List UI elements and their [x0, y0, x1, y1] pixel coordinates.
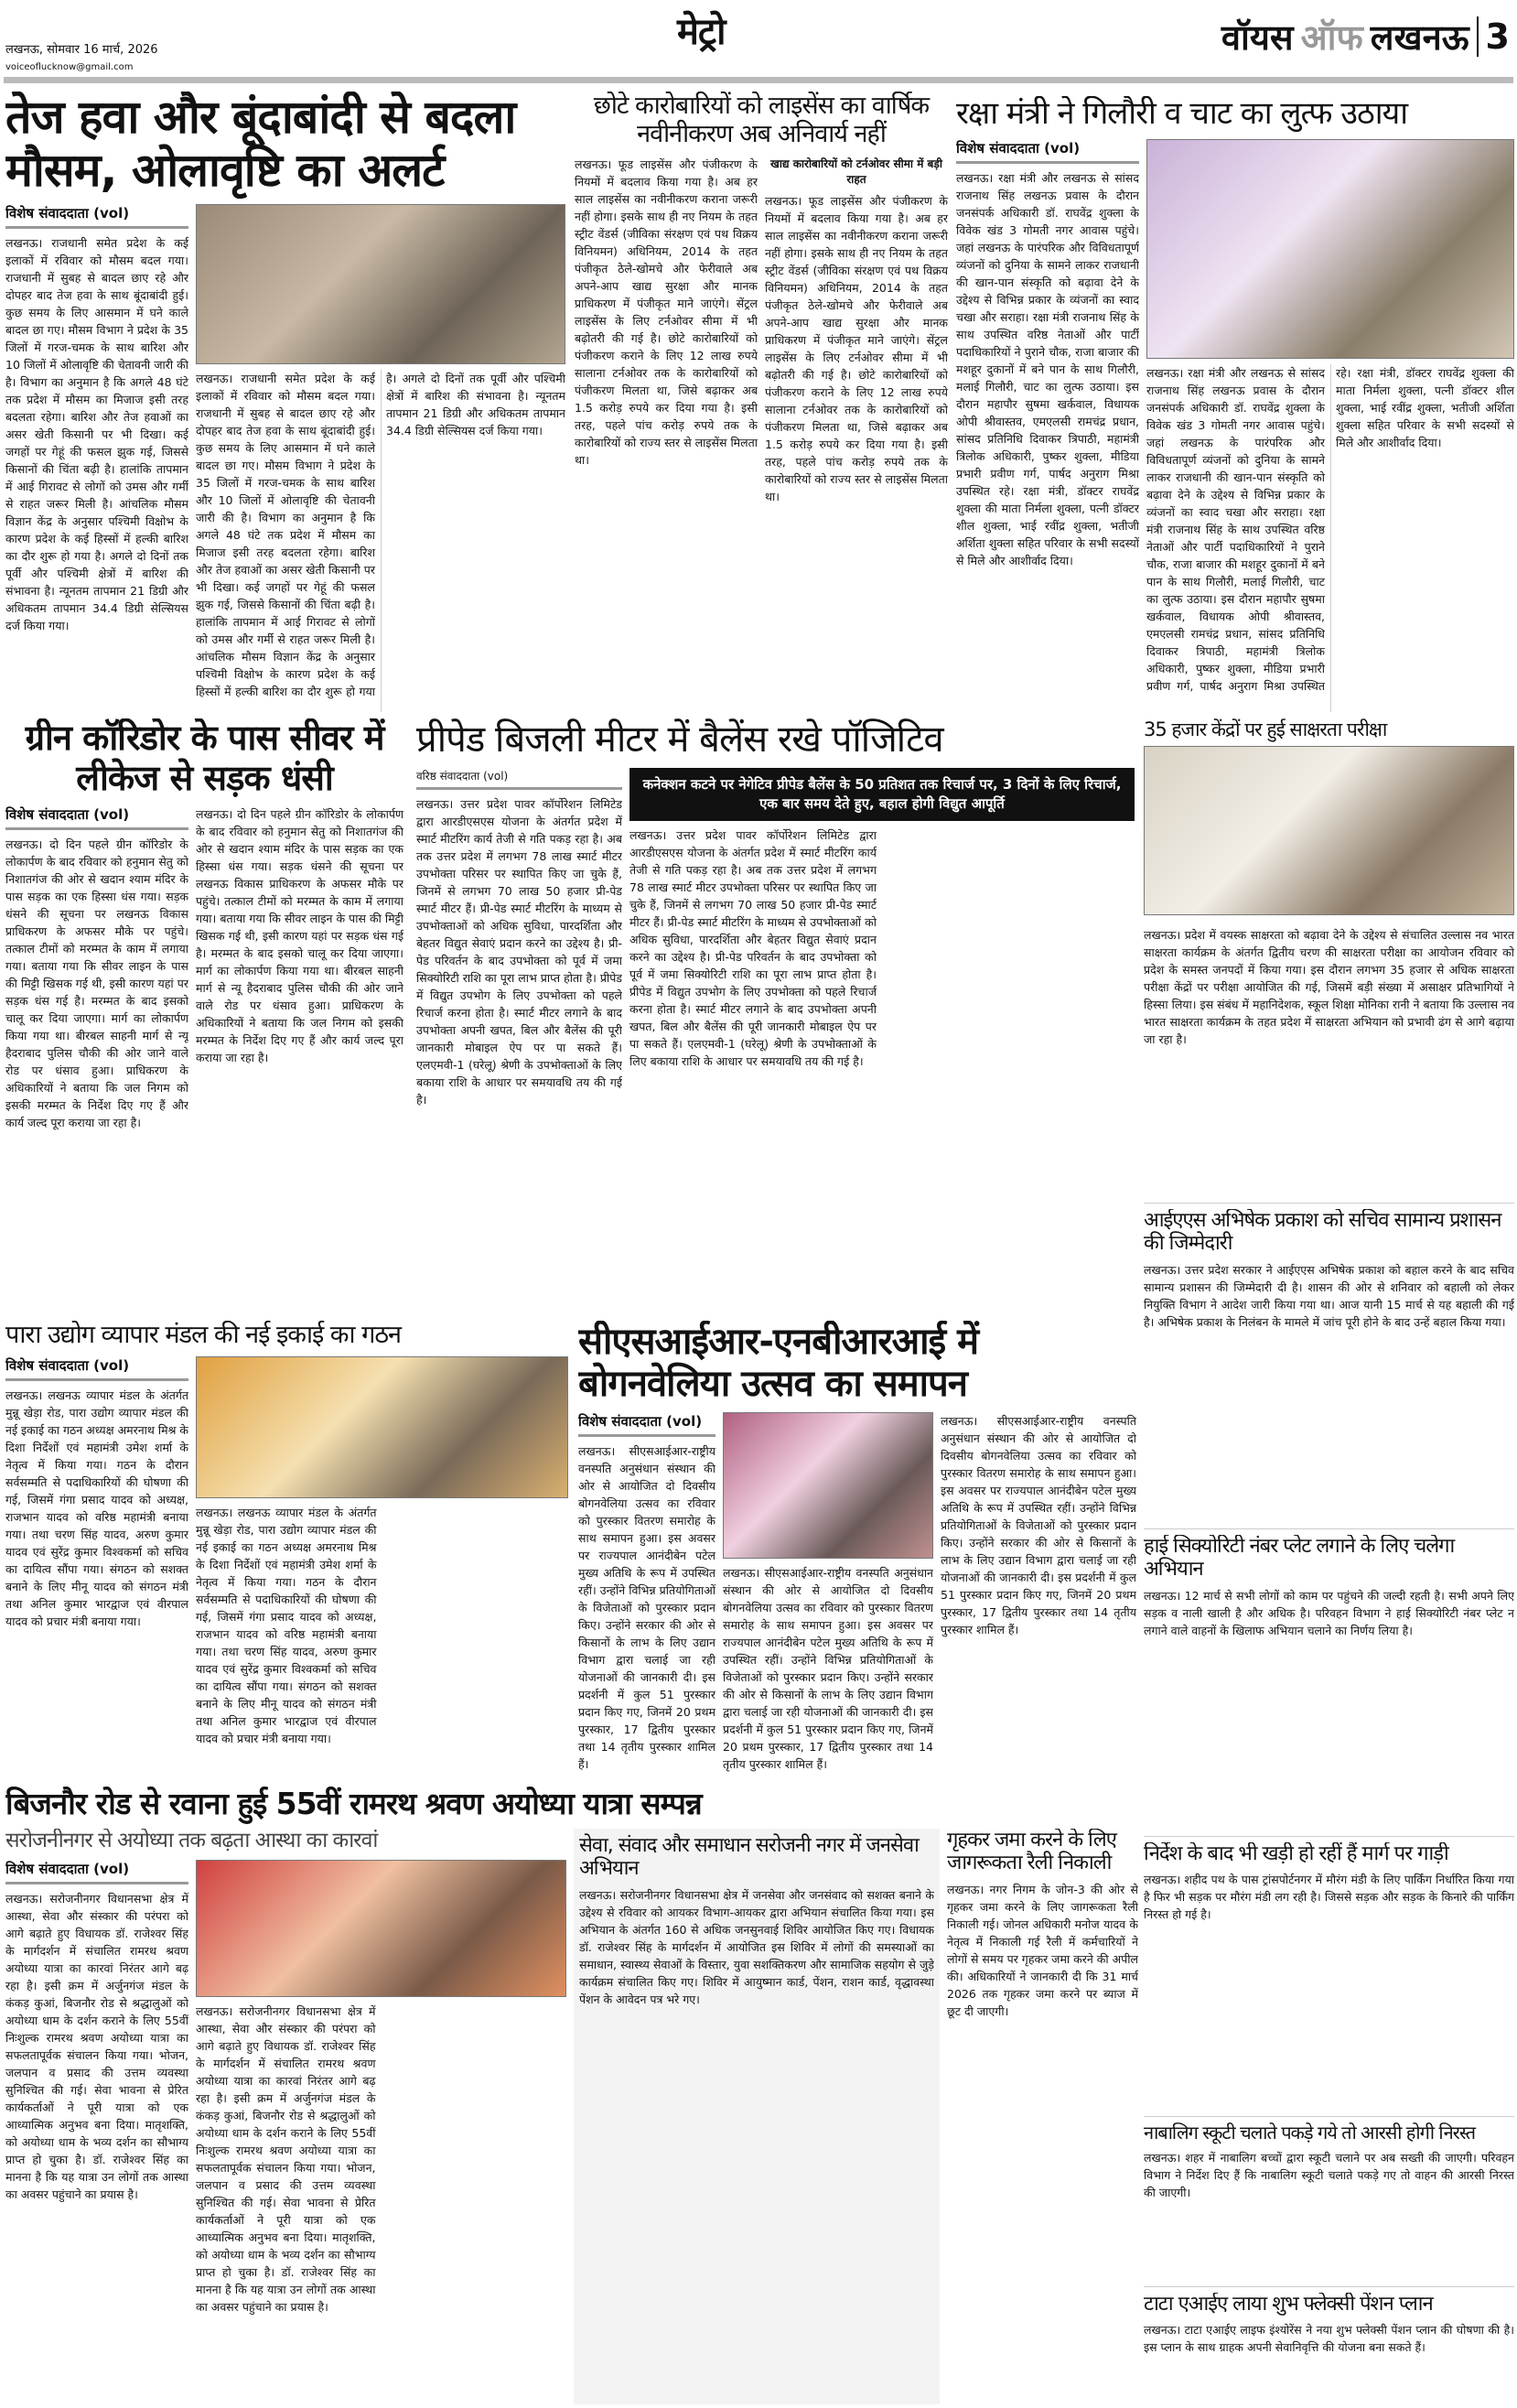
prepaid-headline: प्रीपेड बिजली मीटर में बैलेंस रखे पॉजिटिव	[416, 718, 943, 761]
sir-body: लखनऊ। सीएसआईआर-राष्ट्रीय वनस्पति अनुसंधान संस्थान की ओर से आयोजित दो दिवसीय बोगनवेलिया उत्सव का रविवार को पुरस्कार वितरण समारोह के साथ समापन हुआ। इस अवसर पर राज्यपाल आनंदीबेन पटेल मुख्य अतिथि के रूप में उपस्थित रहीं। उन्होंने विभिन्न प्रतियोगिताओं के विजेताओं को पुरस्कार प्रदान किए। उन्होंने सरकार की ओर से किसानों के लाभ के लिए उद्यान विभाग द्वारा चलाई जा रही योजनाओं की जानकारी दी। इस प्रदर्शनी में कुल 51 पुरस्कार प्रदान किए गए, जिनमें 20 प्रथम पुरस्कार, 17 द्वितीय पुरस्कार तथा 14 तृतीय पुरस्कार शामिल हैं।	[578, 1444, 715, 1771]
weather-body-cont: लखनऊ। राजधानी समेत प्रदेश के कई इलाकों में रविवार को मौसम बदल गया। राजधानी में सुबह से बादल छाए रहे और दोपहर बाद तेज हवा के साथ बूंदाबांदी हुई। कुछ समय के लिए आसमान में घने काले बादल छा गए। मौसम विभाग ने प्रदेश के 35 जिलों में गरज-चमक के साथ बारिश और 10 जिलों में ओलावृष्टि की चेतावनी जारी की है। विभाग का अनुमान है कि अगले 48 घंटे तक प्रदेश में मौसम का मिजाज इसी तरह बदलता रहेगा। बारिश और तेज हवाओं का असर खेती किसानी पर भी दिखा। कई जगहों पर गेहूं की फसल झुक गई, जिससे किसानों की चिंता बढ़ी है। हालांकि तापमान में आई गिरावट से लोगों को उमस और गर्मी से राहत जरूर मिली है। आंचलिक मौसम विज्ञान केंद्र के अनुसार पश्चिमी विक्षोभ के कारण प्रदेश के कई हिस्सों में हल्की बारिश का दौर शुरू हो गया है। अगले दो दिनों तक पूर्वी और पश्चिमी क्षेत्रों में बारिश की संभावना है। न्यूनतम तापमान 21 डिग्री और अधिकतम तापमान 34.4 डिग्री सेल्सियस दर्ज किया गया।	[196, 372, 565, 698]
vyapar-body-cont: लखनऊ। लखनऊ व्यापार मंडल के अंतर्गत मुन्नू खेड़ा रोड, पारा उद्योग व्यापार मंडल की नई इकाई का गठन अध्यक्ष अमरनाथ मिश्र के दिशा निर्देशों एवं महामंत्री उमेश शर्मा के नेतृत्व में किया गया। गठन के दौरान सर्वसम्मति से पदाधिकारियों की घोषणा की गई, जिसमें गंगा प्रसाद यादव को अध्यक्ष, राजभान यादव को वरिष्ठ महामंत्री बनाया गया। तथा चरण सिंह यादव, अरुण कुमार यादव एवं सुरेंद्र कुमार विश्वकर्मा को सचिव का दायित्व सौंपा गया। संगठन को सशक्त बनाने के लिए मीनू यादव को संगठन मंत्री तथा अनिल कुमार भारद्वाज एवं वीरपाल यादव को प्रचार मंत्री बनाया गया।	[196, 1506, 377, 1746]
license-body-cont: लखनऊ। फूड लाइसेंस और पंजीकरण के नियमों में बदलाव किया गया है। अब हर साल लाइसेंस का नवीनीकरण कराना जरूरी नहीं होगा। इसके साथ ही नए नियम के तहत स्ट्रीट वेंडर्स (जीविका संरक्षण एवं पथ विक्रय विनियमन) अधिनियम, 2014 के तहत पंजीकृत ठेले-खोमचे और फेरीवाले अब अपने-आप खाद्य सुरक्षा और मानक प्राधिकरण में पंजीकृत माने जाएंगे। सेंट्रल लाइसेंस के लिए टर्नओवर सीमा में भी बढ़ोतरी की गई है। छोटे कारोबारियों को पंजीकरण कराने के लिए 12 लाख रुपये सालाना टर्नओवर तक के कारोबारियों को पंजीकरण मिलता था, जिसे बढ़ाकर अब 1.5 करोड़ रुपये कर दिया गया है। इसी तरह, पहले पांच करोड़ रुपये तक के कारोबारियों को राज्य स्तर से लाइसेंस मिलता था।	[765, 194, 948, 504]
corridor-byline: विशेष संवाददाता (vol)	[5, 805, 188, 830]
gruhkar-headline: गृहकर जमा करने के लिए जागरूकता रैली निकाली	[947, 1828, 1116, 1875]
bottom-section	[5, 1787, 1138, 2404]
header-rule	[4, 77, 1513, 83]
email-text: voiceoflucknow@gmail.com	[5, 62, 134, 72]
ias-headline: आईएएस अभिषेक प्रकाश को सचिव सामान्य प्रशासन की जिम्मेदारी	[1144, 1209, 1501, 1256]
parking-body: लखनऊ। शहीद पथ के पास ट्रांसपोर्टनगर में मौरंग मंडी के लिए पार्किंग निर्धारित किया गया है फिर भी सड़क पर मौरंग मंडी लग रही है। जिससे सड़क और सड़क के किनारे की पार्किंग निरस्त हो गई है।	[1144, 1873, 1514, 1922]
corridor-story	[5, 718, 403, 1313]
date-text: लखनऊ, सोमवार 16 मार्च, 2026	[5, 43, 158, 57]
vyapar-byline: विशेष संवाददाता (vol)	[5, 1356, 188, 1381]
minor-headline: नाबालिग स्कूटी चलाते पकड़े गये तो आरसी होगी निरस्त	[1144, 2122, 1476, 2143]
defence-body-cont: लखनऊ। रक्षा मंत्री और लखनऊ से सांसद राजनाथ सिंह लखनऊ प्रवास के दौरान जनसंपर्क अधिकारी डॉ. राघवेंद्र शुक्ला के विवेक खंड 3 गोमती नगर आवास पहुंचे। जहां लखनऊ के पारंपरिक और विविधतापूर्ण व्यंजनों को दुनिया के सामने लाकर राजधानी की खान-पान संस्कृति को बढ़ावा देने के उद्देश्य से विभिन्न प्रकार के व्यंजनों का स्वाद चखा और सराहा। रक्षा मंत्री राजनाथ सिंह के साथ उपस्थित वरिष्ठ नेताओं और पार्टी पदाधिकारियों ने पुराने चौक, राजा बाजार की मशहूर दुकानों में बने पान के साथ गिलौरी, मलाई गिलौरी, चाट का लुत्फ उठाया। इस दौरान महापौर सुषमा खर्कवाल, विधायक ओपी श्रीवास्तव, एमएलसी रामचंद्र प्रधान, सांसद प्रतिनिधि दिवाकर त्रिपाठी, महामंत्री त्रिलोक अधिकारी, पुष्कर शुक्ला, मीडिया प्रभारी प्रवीण गर्ग, पार्षद अनुराग मिश्रा उपस्थित रहे। रक्षा मंत्री, डॉक्टर राघवेंद्र शुक्ला की माता निर्मला शुक्ला, पत्नी डॉक्टर शील शुक्ला, भाई रवींद्र शुक्ला, भतीजी अर्शिता शुक्ला सहित परिवार के सभी सदस्यों से मिले और आशीर्वाद दिया।	[1146, 366, 1514, 694]
bijnor-headline: बिजनौर रोड से रवाना हुई 55वीं रामरथ श्रवण अयोध्या यात्रा सम्पन्न	[5, 1787, 702, 1821]
prepaid-body-cont: लखनऊ। उत्तर प्रदेश पावर कॉर्पोरेशन लिमिटेड द्वारा आरडीएसएस योजना के अंतर्गत प्रदेश में स्मार्ट मीटरिंग कार्य तेजी से गति पकड़ रहा है। अब तक उत्तर प्रदेश में लगभग 78 लाख स्मार्ट मीटर उपभोक्ता परिसर पर स्थापित किए जा चुके हैं, जिनमें से लगभग 70 लाख 50 हजार प्री-पेड स्मार्ट मीटर हैं। प्री-पेड स्मार्ट मीटरिंग के माध्यम से उपभोक्ताओं को अधिक सुविधा, पारदर्शिता और बेहतर विद्युत सेवाएं प्रदान करने का उद्देश्य है। प्री-पेड परिवर्तन के बाद उपभोक्ता को पूर्व में जमा सिक्योरिटी राशि का पूरा लाभ प्राप्त होता है। प्रीपेड में विद्युत उपभोग के लिए उपभोक्ता को पहले रिचार्ज करना होता है। स्मार्ट मीटर लगाने के बाद उपभोक्ता अपनी खपत, बिल और बैलेंस की पूरी जानकारी मोबाइल ऐप पर पा सकते हैं। एलएमवी-1 (घरेलू) श्रेणी के उपभोक्ताओं के लिए बकाया राशि के आधार पर समयावधि तय की गई है।	[629, 828, 877, 1068]
literacy-body: लखनऊ। प्रदेश में वयस्क साक्षरता को बढ़ावा देने के उद्देश्य से संचालित उल्लास नव भारत साक्षरता कार्यक्रम के अंतर्गत द्वितीय चरण की साक्षरता परीक्षा का आयोजन रविवार को प्रदेश के समस्त जनपदों में किया गया। इस दौरान लगभग 35 हजार से अधिक साक्षरता परीक्षा केंद्रों पर परीक्षा आयोजित की गई, जिसमें बड़ी संख्या में असाक्षर प्रतिभागियों ने हिस्सा लिया। इस संबंध में महानिदेशक, स्कूल शिक्षा मोनिका रानी ने बताया कि उल्लास नव भारत साक्षरता कार्यक्रम के तहत प्रदेश में साक्षरता अभियान को प्रभावी ढंग से आगे बढ़ाया जा रहा है।	[1144, 928, 1514, 1047]
literacy-photo	[1144, 746, 1514, 915]
vyapar-story	[5, 1321, 568, 1778]
vyapar-headline: पारा उद्योग व्यापार मंडल की नई इकाई का गठन	[5, 1321, 401, 1349]
defence-byline: विशेष संवाददाता (vol)	[956, 139, 1139, 164]
minor-body: लखनऊ। शहर में नाबालिग बच्चों द्वारा स्कूटी चलाने पर अब सख्ती की जाएगी। परिवहन विभाग ने निर्देश दिए हैं कि नाबालिग स्कूटी चलाते पकड़े गए तो वाहन की आरसी निरस्त की जाएगी।	[1144, 2151, 1514, 2199]
ias-story	[1144, 1209, 1514, 1529]
weather-headline: तेज हवा और बूंदाबांदी से बदला मौसम, ओलावृष्टि का अलर्ट	[5, 92, 516, 197]
prepaid-highlight-box: कनेक्शन कटने पर नेगेटिव प्रीपेड बैलेंस के 50 प्रतिशत तक रिचार्ज पर, 3 दिनों के लिए रिचार्ज, एक बार समय देते हुए, बहाल होगी विद्युत आपूर्ति	[629, 768, 1135, 821]
tata-body: लखनऊ। टाटा एआईए लाइफ इंश्योरेंस ने नया शुभ फ्लेक्सी पेंशन प्लान की घोषणा की है। इस प्लान के साथ ग्राहक अपनी सेवानिवृत्ति की योजना बना सकते हैं।	[1144, 2323, 1514, 2355]
defence-headline: रक्षा मंत्री ने गिलौरी व चाट का लुत्फ उठाया	[956, 96, 1408, 132]
tata-headline: टाटा एआईए लाया शुभ फ्लेक्सी पेंशन प्लान	[1144, 2293, 1433, 2316]
bijnor-photo	[196, 1860, 566, 1997]
hsrp-headline: हाई सिक्योरिटी नंबर प्लेट लगाने के लिए चलेगा अभियान	[1144, 1535, 1455, 1582]
license-story	[575, 92, 948, 712]
dateline	[5, 40, 158, 72]
weather-byline: विशेष संवाददाता (vol)	[5, 204, 188, 229]
section-title: मेट्रो	[677, 11, 726, 53]
sir-photo	[723, 1412, 933, 1559]
seva-headline: सेवा, संवाद और समाधान सरोजनी नगर में जनसेवा अभियान	[579, 1833, 919, 1881]
license-subhead: खाद्य कारोबारियों को टर्नओवर सीमा में बड़ी राहत	[770, 157, 942, 187]
masthead	[1221, 13, 1510, 60]
bijnor-story	[5, 1829, 566, 2404]
masthead-word: लखनऊ	[1370, 17, 1469, 58]
weather-photo	[196, 204, 565, 364]
corridor-headline: ग्रीन कॉरिडोर के पास सीवर में लीकेज से सड़क धंसी	[25, 718, 384, 798]
parking-story	[1144, 1842, 1514, 2117]
license-headline: छोटे कारोबारियों को लाइसेंस का वार्षिक नवीनीकरण अब अनिवार्य नहीं	[593, 92, 930, 149]
parking-headline: निर्देश के बाद भी खड़ी हो रहीं हैं मार्ग पर गाड़ी	[1144, 1842, 1448, 1865]
prepaid-byline: वरिष्ठ संवाददाता (vol)	[416, 768, 622, 790]
bijnor-body: लखनऊ। सरोजनीनगर विधानसभा क्षेत्र में आस्था, सेवा और संस्कार की परंपरा को आगे बढ़ाते हुए विधायक डॉ. राजेश्वर सिंह के मार्गदर्शन में संचालित रामरथ श्रवण अयोध्या यात्रा का कारवां निरंतर आगे बढ़ रहा है। इसी क्रम में अर्जुनगंज मंडल के कंकड़ कुआं, बिजनौर रोड से श्रद्धालुओं को अयोध्या धाम के दर्शन कराने के लिए 55वीं निःशुल्क रामरथ श्रवण अयोध्या यात्रा का सफलतापूर्वक संचालन किया गया। भोजन, जलपान व प्रसाद की उत्तम व्यवस्था सुनिश्चित की गई। सेवा भावना से प्रेरित कार्यकर्ताओं ने पूरी यात्रा को एक आध्यात्मिक अनुभव बना दिया। मातृशक्ति, को अयोध्या धाम के भव्य दर्शन का सौभाग्य प्राप्त हो चुका है। डॉ. राजेश्वर सिंह का मानना है कि यह यात्रा उन लोगों तक आस्था का अवसर पहुंचाने का प्रयास है।	[5, 1892, 188, 2202]
sir-body-cont: लखनऊ। सीएसआईआर-राष्ट्रीय वनस्पति अनुसंधान संस्थान की ओर से आयोजित दो दिवसीय बोगनवेलिया उत्सव का रविवार को पुरस्कार वितरण समारोह के साथ समापन हुआ। इस अवसर पर राज्यपाल आनंदीबेन पटेल मुख्य अतिथि के रूप में उपस्थित रहीं। उन्होंने विभिन्न प्रतियोगिताओं के विजेताओं को पुरस्कार प्रदान किए। उन्होंने सरकार की ओर से किसानों के लाभ के लिए उद्यान विभाग द्वारा चलाई जा रही योजनाओं की जानकारी दी। इस प्रदर्शनी में कुल 51 पुरस्कार प्रदान किए गए, जिनमें 20 प्रथम पुरस्कार, 17 द्वितीय पुरस्कार तथा 14 तृतीय पुरस्कार शामिल हैं।	[941, 1414, 1136, 1636]
corridor-body-cont: लखनऊ। दो दिन पहले ग्रीन कॉरिडोर के लोकार्पण के बाद रविवार को हनुमान सेतु को निशातगंज की ओर से खदान श्याम मंदिर के पास सड़क का एक हिस्सा धंस गया। सड़क धंसने की सूचना पर लखनऊ विकास प्राधिकरण के अफसर मौके पर पहुंचे। तत्काल टीमों को मरम्मत के काम में लगाया गया। बताया गया कि सीवर लाइन के पास की मिट्टी खिसक गई थी, इसी कारण यहां पर सड़क धंस गई है। मरम्मत के बाद इसको चालू कर दिया जाएगा। मार्ग का लोकार्पण किया गया था। बीरबल साहनी मार्ग से न्यू हैदराबाद पुलिस चौकी की ओर जाने वाले रोड पर धंसाव हुआ। प्राधिकरण के अधिकारियों ने बताया कि जल निगम को इसकी मरम्मत के निर्देश दिए गए हैं और कार्य जल्द पूरा कराया जा रहा है।	[196, 807, 403, 1065]
license-body: लखनऊ। फूड लाइसेंस और पंजीकरण के नियमों में बदलाव किया गया है। अब हर साल लाइसेंस का नवीनीकरण कराना जरूरी नहीं होगा। इसके साथ ही नए नियम के तहत स्ट्रीट वेंडर्स (जीविका संरक्षण एवं पथ विक्रय विनियमन) अधिनियम, 2014 के तहत पंजीकृत ठेले-खोमचे और फेरीवाले अब अपने-आप खाद्य सुरक्षा और मानक प्राधिकरण में पंजीकृत माने जाएंगे। सेंट्रल लाइसेंस के लिए टर्नओवर सीमा में भी बढ़ोतरी की गई है। छोटे कारोबारियों को पंजीकरण कराने के लिए 12 लाख रुपये सालाना टर्नओवर तक के कारोबारियों को पंजीकरण मिलता था, जिसे बढ़ाकर अब 1.5 करोड़ रुपये कर दिया गया है। इसी तरह, पहले पांच करोड़ रुपये तक के कारोबारियों को राज्य स्तर से लाइसेंस मिलता था।	[575, 157, 758, 468]
masthead-word: ऑफ	[1300, 17, 1363, 58]
prepaid-body: लखनऊ। उत्तर प्रदेश पावर कॉर्पोरेशन लिमिटेड द्वारा आरडीएसएस योजना के अंतर्गत प्रदेश में स्मार्ट मीटरिंग कार्य तेजी से गति पकड़ रहा है। अब तक उत्तर प्रदेश में लगभग 78 लाख स्मार्ट मीटर उपभोक्ता परिसर पर स्थापित किए जा चुके हैं, जिनमें से लगभग 70 लाख 50 हजार प्री-पेड स्मार्ट मीटर हैं। प्री-पेड स्मार्ट मीटरिंग के माध्यम से उपभोक्ताओं को अधिक सुविधा, पारदर्शिता और बेहतर विद्युत सेवाएं प्रदान करने का उद्देश्य है। प्री-पेड परिवर्तन के बाद उपभोक्ता को पूर्व में जमा सिक्योरिटी राशि का पूरा लाभ प्राप्त होता है। प्रीपेड में विद्युत उपभोग के लिए उपभोक्ता को पहले रिचार्ज करना होता है। स्मार्ट मीटर लगाने के बाद उपभोक्ता अपनी खपत, बिल और बैलेंस की पूरी जानकारी मोबाइल ऐप पर पा सकते हैं। एलएमवी-1 (घरेलू) श्रेणी के उपभोक्ताओं के लिए बकाया राशि के आधार पर समयावधि तय की गई है।	[416, 797, 622, 1107]
minor-story	[1144, 2122, 1514, 2287]
sir-body-cont2: लखनऊ। सीएसआईआर-राष्ट्रीय वनस्पति अनुसंधान संस्थान की ओर से आयोजित दो दिवसीय बोगनवेलिया उत्सव का रविवार को पुरस्कार वितरण समारोह के साथ समापन हुआ। इस अवसर पर राज्यपाल आनंदीबेन पटेल मुख्य अतिथि के रूप में उपस्थित रहीं। उन्होंने विभिन्न प्रतियोगिताओं के विजेताओं को पुरस्कार प्रदान किए। उन्होंने सरकार की ओर से किसानों के लाभ के लिए उद्यान विभाग द्वारा चलाई जा रही योजनाओं की जानकारी दी। इस प्रदर्शनी में कुल 51 पुरस्कार प्रदान किए गए, जिनमें 20 प्रथम पुरस्कार, 17 द्वितीय पुरस्कार तथा 14 तृतीय पुरस्कार शामिल हैं।	[723, 1566, 933, 1771]
defence-photo	[1146, 139, 1514, 359]
bijnor-subhead: सरोजनीनगर से अयोध्या तक बढ़ता आस्था का कारवां	[5, 1828, 378, 1852]
weather-body: लखनऊ। राजधानी समेत प्रदेश के कई इलाकों में रविवार को मौसम बदल गया। राजधानी में सुबह से बादल छाए रहे और दोपहर बाद तेज हवा के साथ बूंदाबांदी हुई। कुछ समय के लिए आसमान में घने काले बादल छा गए। मौसम विभाग ने प्रदेश के 35 जिलों में गरज-चमक के साथ बारिश और 10 जिलों में ओलावृष्टि की चेतावनी जारी की है। विभाग का अनुमान है कि अगले 48 घंटे तक प्रदेश में मौसम का मिजाज इसी तरह बदलता रहेगा। बारिश और तेज हवाओं का असर खेती किसानी पर भी दिखा। कई जगहों पर गेहूं की फसल झुक गई, जिससे किसानों की चिंता बढ़ी है। हालांकि तापमान में आई गिरावट से लोगों को उमस और गर्मी से राहत जरूर मिली है। आंचलिक मौसम विज्ञान केंद्र के अनुसार पश्चिमी विक्षोभ के कारण प्रदेश के कई हिस्सों में हल्की बारिश का दौर शुरू हो गया है। अगले दो दिनों तक पूर्वी और पश्चिमी क्षेत्रों में बारिश की संभावना है। न्यूनतम तापमान 21 डिग्री और अधिकतम तापमान 34.4 डिग्री सेल्सियस दर्ज किया गया।	[5, 236, 188, 632]
vyapar-body: लखनऊ। लखनऊ व्यापार मंडल के अंतर्गत मुन्नू खेड़ा रोड, पारा उद्योग व्यापार मंडल की नई इकाई का गठन अध्यक्ष अमरनाथ मिश्र के दिशा निर्देशों एवं महामंत्री उमेश शर्मा के नेतृत्व में किया गया। गठन के दौरान सर्वसम्मति से पदाधिकारियों की घोषणा की गई, जिसमें गंगा प्रसाद यादव को अध्यक्ष, राजभान यादव को वरिष्ठ महामंत्री बनाया गया। तथा चरण सिंह यादव, अरुण कुमार यादव एवं सुरेंद्र कुमार विश्वकर्मा को सचिव का दायित्व सौंपा गया। संगठन को सशक्त बनाने के लिए मीनू यादव को संगठन मंत्री तथा अनिल कुमार भारद्वाज एवं वीरपाल यादव को प्रचार मंत्री बनाया गया।	[5, 1388, 188, 1629]
ias-body: लखनऊ। उत्तर प्रदेश सरकार ने आईएएस अभिषेक प्रकाश को बहाल करने के बाद सचिव सामान्य प्रशासन की जिम्मेदारी दी है। शासन की ओर से शनिवार को बहाली को लेकर नियुक्ति विभाग ने आदेश जारी किया गया था। आज यानी 15 मार्च से यह बहाली की गई है। अभिषेक प्रकाश के निलंबन के मामले में जांच पूरी होने के बाद उन्हें बहाल किया गया।	[1144, 1262, 1514, 1329]
hsrp-body: लखनऊ। 12 मार्च से सभी लोगों को काम पर पहुंचने की जल्दी रहती है। सभी अपने लिए सड़क व नाली खाली है और अधिक है। परिवहन विभाग ने हाई सिक्योरिटी नंबर प्लेट न लगाने वाले वाहनों के खिलाफ अभियान चलाने का निर्णय लिया है।	[1144, 1588, 1514, 1637]
seva-box	[574, 1829, 940, 2404]
prepaid-story	[416, 718, 1135, 1313]
gruhkar-story	[947, 1829, 1138, 2404]
sir-story	[578, 1321, 1136, 1778]
vyapar-photo	[196, 1356, 568, 1498]
bijnor-byline: विशेष संवाददाता (vol)	[5, 1860, 188, 1884]
tata-story	[1144, 2293, 1514, 2399]
corridor-body: लखनऊ। दो दिन पहले ग्रीन कॉरिडोर के लोकार्पण के बाद रविवार को हनुमान सेतु को निशातगंज की ओर से खदान श्याम मंदिर के पास सड़क का एक हिस्सा धंस गया। सड़क धंसने की सूचना पर लखनऊ विकास प्राधिकरण के अफसर मौके पर पहुंचे। तत्काल टीमों को मरम्मत के काम में लगाया गया। बताया गया कि सीवर लाइन के पास की मिट्टी खिसक गई थी, इसी कारण यहां पर सड़क धंस गई है। मरम्मत के बाद इसको चालू कर दिया जाएगा। मार्ग का लोकार्पण किया गया था। बीरबल साहनी मार्ग से न्यू हैदराबाद पुलिस चौकी की ओर जाने वाले रोड पर धंसाव हुआ। प्राधिकरण के अधिकारियों ने बताया कि जल निगम को इसकी मरम्मत के निर्देश दिए गए हैं और कार्य जल्द पूरा कराया जा रहा है।	[5, 837, 188, 1130]
literacy-story	[1144, 718, 1514, 1204]
page-number: 3	[1477, 16, 1510, 57]
gruhkar-body: लखनऊ। नगर निगम के जोन-3 की ओर से गृहकर जमा करने के लिए जागरूकता रैली निकाली गई। जोनल अधिकारी मनोज यादव के नेतृत्व में निकाली गई रैली में कर्मचारियों ने लोगों से समय पर गृहकर जमा करने की अपील की। अधिकारियों ने जानकारी दी कि 31 मार्च 2026 तक गृहकर जमा करने पर ब्याज में छूट दी जाएगी।	[947, 1882, 1138, 2018]
bijnor-body-cont: लखनऊ। सरोजनीनगर विधानसभा क्षेत्र में आस्था, सेवा और संस्कार की परंपरा को आगे बढ़ाते हुए विधायक डॉ. राजेश्वर सिंह के मार्गदर्शन में संचालित रामरथ श्रवण अयोध्या यात्रा का कारवां निरंतर आगे बढ़ रहा है। इसी क्रम में अर्जुनगंज मंडल के कंकड़ कुआं, बिजनौर रोड से श्रद्धालुओं को अयोध्या धाम के दर्शन कराने के लिए 55वीं निःशुल्क रामरथ श्रवण अयोध्या यात्रा का सफलतापूर्वक संचालन किया गया। भोजन, जलपान व प्रसाद की उत्तम व्यवस्था सुनिश्चित की गई। सेवा भावना से प्रेरित कार्यकर्ताओं ने पूरी यात्रा को एक आध्यात्मिक अनुभव बना दिया। मातृशक्ति, को अयोध्या धाम के भव्य दर्शन का सौभाग्य प्राप्त हो चुका है। डॉ. राजेश्वर सिंह का मानना है कि यह यात्रा उन लोगों तक आस्था का अवसर पहुंचाने का प्रयास है।	[196, 2004, 376, 2315]
defence-body: लखनऊ। रक्षा मंत्री और लखनऊ से सांसद राजनाथ सिंह लखनऊ प्रवास के दौरान जनसंपर्क अधिकारी डॉ. राघवेंद्र शुक्ला के विवेक खंड 3 गोमती नगर आवास पहुंचे। जहां लखनऊ के पारंपरिक और विविधतापूर्ण व्यंजनों को दुनिया के सामने लाकर राजधानी की खान-पान संस्कृति को बढ़ावा देने के उद्देश्य से विभिन्न प्रकार के व्यंजनों का स्वाद चखा और सराहा। रक्षा मंत्री राजनाथ सिंह के साथ उपस्थित वरिष्ठ नेताओं और पार्टी पदाधिकारियों ने पुराने चौक, राजा बाजार की मशहूर दुकानों में बने पान के साथ गिलौरी, मलाई गिलौरी, चाट का लुत्फ उठाया। इस दौरान महापौर सुषमा खर्कवाल, विधायक ओपी श्रीवास्तव, एमएलसी रामचंद्र प्रधान, सांसद प्रतिनिधि दिवाकर त्रिपाठी, महामंत्री त्रिलोक अधिकारी, पुष्कर शुक्ला, मीडिया प्रभारी प्रवीण गर्ग, पार्षद अनुराग मिश्रा उपस्थित रहे। रक्षा मंत्री, डॉक्टर राघवेंद्र शुक्ला की माता निर्मला शुक्ला, पत्नी डॉक्टर शील शुक्ला, भाई रवींद्र शुक्ला, भतीजी अर्शिता शुक्ला सहित परिवार के सभी सदस्यों से मिले और आशीर्वाद दिया।	[956, 171, 1139, 568]
sir-headline: सीएसआईआर-एनबीआरआई में बोगनवेलिया उत्सव का समापन	[578, 1321, 979, 1405]
sir-byline: विशेष संवाददाता (vol)	[578, 1412, 715, 1437]
defence-story	[956, 96, 1514, 712]
weather-story	[5, 92, 565, 712]
masthead-word: वॉयस	[1221, 17, 1294, 58]
seva-body: लखनऊ। सरोजनीनगर विधानसभा क्षेत्र में जनसेवा और जनसंवाद को सशक्त बनाने के उद्देश्य से रविवार को आयकर विभाग-आयकर द्वारा अभियान संचालित किया गया। इस अभियान के अंतर्गत 160 से अधिक जनसुनवाई शिविर आयोजित किए गए। विधायक डॉ. राजेश्वर सिंह के मार्गदर्शन में आयोजित इस शिविर में लोगों की समस्याओं का समाधान, स्वास्थ्य सेवाओं के विस्तार, युवा सशक्तिकरण और सामाजिक सहयोग से जुड़े कार्यक्रम संचालित किए गए। शिविर में आयुष्मान कार्ड, पेंशन, राशन कार्ड, वृद्धावस्था पेंशन के आवेदन पत्र भरे गए।	[579, 1887, 934, 2006]
right-column	[1144, 718, 1514, 2404]
hsrp-story	[1144, 1535, 1514, 1837]
literacy-headline: 35 हजार केंद्रों पर हुई साक्षरता परीक्षा	[1144, 718, 1387, 740]
